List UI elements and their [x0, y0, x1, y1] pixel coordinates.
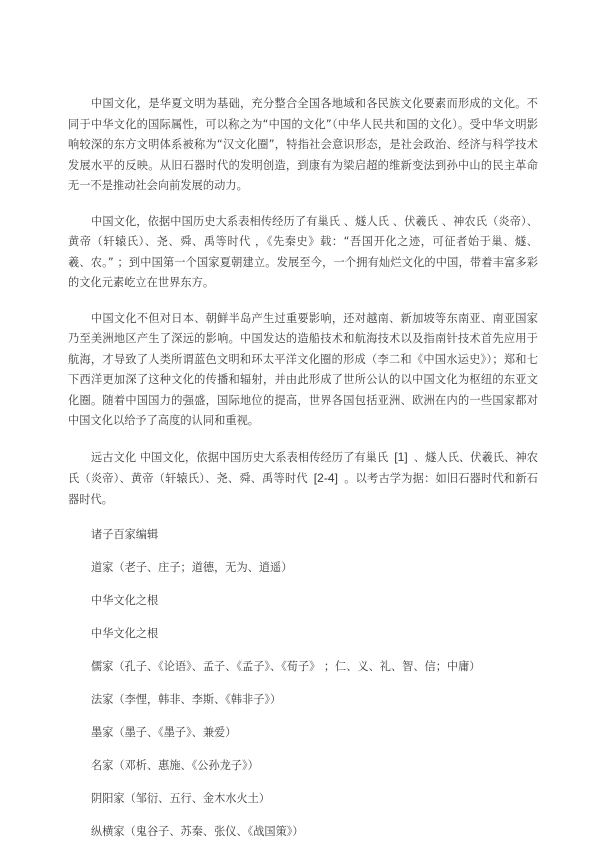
- list-item-mohism: 墨家（墨子、《墨子》、兼爱）: [91, 726, 237, 739]
- ancient-text-part2: 、燧人氏、伏羲氏、神农氏（炎帝）、黄帝（轩辕氏）、尧、舜、禹等时代: [68, 450, 538, 485]
- section-heading-schools: 诸子百家编辑: [91, 528, 159, 541]
- ancient-text-part3: 。以考古学为据：如旧石器时代和新石器时代。: [68, 472, 538, 506]
- list-item-daoism: 道家（老子、庄子；道德，无为、逍遥）: [91, 561, 293, 574]
- list-item-yinyang: 阴阳家（邹衍、五行、金木水火土）: [91, 792, 271, 805]
- list-item-legalism: 法家（李悝，韩非、李斯、《韩非子》）: [91, 693, 282, 706]
- list-item-root-1: 中华文化之根: [91, 594, 159, 607]
- paragraph-influence: 中国文化不但对日本、朝鲜半岛产生过重要影响，还对越南、新加坡等东南亚、南亚国家乃至美洲地区产生了深远的影响。中国发达的造船技术和航海技术以及指南针技术首先应用于航海，才导致了人类所谓蓝色文明和环太平洋文化圈的形成（李二和《中国水运史》）；郑和七下西洋更加深了这种文化的传播和辐射，并由此形成了世所公认的以中国文化为枢纽的东亚文化圈。随着中国国力的强盛，国际地位的提高，世界各国包括亚洲、欧洲在内的一些国家都对中国文化以给予了高度的认同和重视。: [68, 311, 538, 427]
- list-item-root-2: 中华文化之根: [91, 627, 159, 640]
- list-item-confucianism: 儒家（孔子、《论语》、孟子、《孟子》、《荀子》 ；仁、义、礼、智、信；中庸）: [91, 660, 481, 673]
- document-body: [68, 94, 538, 855]
- paragraph-intro: 中国文化，是华夏文明为基础，充分整合全国各地域和各民族文化要素而形成的文化。不同于中华文化的国际属性，可以称之为“中国的文化”（中华人民共和国的文化）。受中华文明影响较深的东方文明体系被称为“汉文化圈”，特指社会意识形态，是社会政治、经济与科学技术发展水平的反映。从旧石器时代的发明创造，到康有为梁启超的维新变法到孙中山的民主革命无一不是推动社会向前发展的动力。: [68, 97, 538, 192]
- list-item-diplomatists: 纵横家（鬼谷子、苏秦、张仪、《战国策》）: [91, 825, 304, 838]
- citation-link-2-4[interactable]: [2-4]: [313, 471, 339, 485]
- paragraph-history: 中国文化，依据中国历史大系表相传经历了有巢氏 、燧人氏 、伏羲氏 、神农氏（炎帝）、黄帝（轩辕氏）、尧、舜、禹等时代 ，《先秦史》载：“吾国开化之迹，可征者始于巢、燧、羲、农。” ；到中国第一个国家夏朝建立。发展至今，一个拥有灿烂文化的中国，带着丰富多彩的文化元素屹立在世界东方。: [68, 214, 538, 289]
- paragraph-ancient-culture: [68, 447, 538, 511]
- list-item-logicians: 名家（邓析、惠施、《公孙龙子》）: [91, 759, 259, 772]
- ancient-text-part1: 远古文化 中国文化，依据中国历史大系表相传经历了有巢氏: [91, 450, 389, 464]
- citation-link-1[interactable]: [1]: [394, 449, 408, 464]
